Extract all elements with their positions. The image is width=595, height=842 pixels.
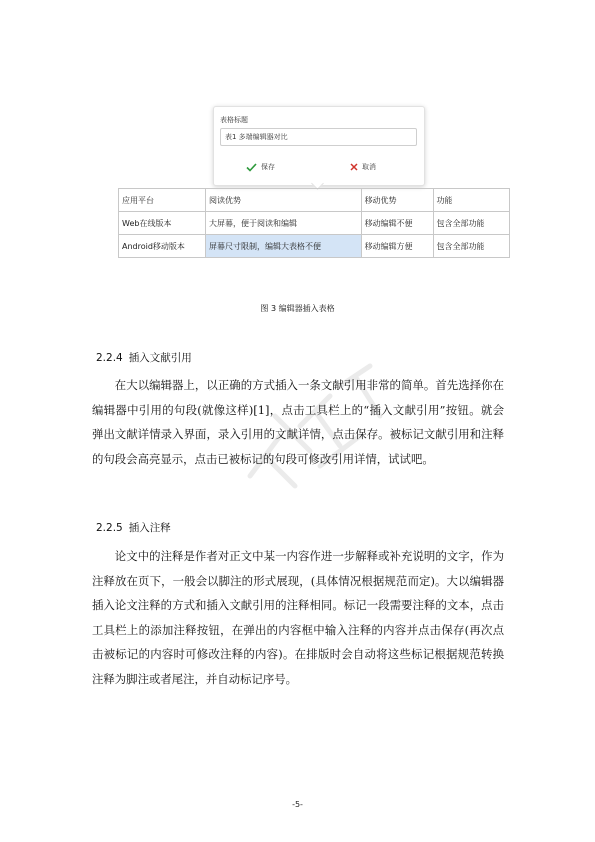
check-icon	[246, 163, 257, 172]
cancel-button[interactable]	[350, 162, 376, 172]
table-row	[119, 212, 510, 235]
section-title: 插入注释	[128, 522, 171, 534]
cancel-button-label: 取消	[362, 163, 376, 171]
save-button[interactable]	[246, 162, 275, 172]
section-number: 2.2.5	[96, 522, 123, 534]
section-title: 插入文献引用	[128, 352, 192, 364]
table-cell[interactable]: Android移动版本	[119, 235, 206, 258]
popup-actions	[214, 162, 424, 174]
table-cell[interactable]: Web在线版本	[119, 212, 206, 235]
paragraph-annotation: 论文中的注释是作者对正文中某一内容作进一步解释或补充说明的文字，作为注释放在页下，一般会以脚注的形式展现，(具体情况根据规范而定)。大以编辑器插入论文注释的方式和插入文献引用的注释相同。标记一段需要注释的文本，点击工具栏上的添加注释按钮，在弹出的内容框中输入注释的内容并点击保存(再次点击被标记的内容时可修改注释的内容)。在排版时会自动将这些标记根据规范转换注释为脚注或者尾注，并自动标记序号。	[92, 549, 504, 686]
section-number: 2.2.4	[96, 352, 123, 364]
table-header-cell[interactable]: 阅读优势	[205, 189, 361, 212]
table-header-cell[interactable]: 应用平台	[119, 189, 206, 212]
figure-caption: 图 3 编辑器插入表格	[260, 304, 335, 313]
comparison-table	[118, 188, 510, 258]
table-header-cell[interactable]: 功能	[433, 189, 509, 212]
table-cell-selected[interactable]: 屏幕尺寸限制，编辑大表格不便	[205, 235, 361, 258]
section-heading-2-2-4	[96, 350, 192, 365]
table-header-cell[interactable]: 移动优势	[361, 189, 433, 212]
table-title-label: 表格标题	[220, 116, 248, 124]
section-heading-2-2-5	[96, 520, 171, 535]
table-title-input[interactable]: 表1 多端编辑器对比	[220, 128, 417, 146]
table-header-row	[119, 189, 510, 212]
page-number: -5-	[292, 800, 303, 809]
table-title-popup	[213, 106, 425, 186]
save-button-label: 保存	[261, 163, 275, 171]
figure-table-editor	[118, 106, 510, 266]
table-cell[interactable]: 包含全部功能	[433, 235, 509, 258]
table-row	[119, 235, 510, 258]
table-cell[interactable]: 包含全部功能	[433, 212, 509, 235]
close-icon	[350, 163, 358, 171]
table-cell[interactable]: 移动编辑方便	[361, 235, 433, 258]
table-cell[interactable]: 移动编辑不便	[361, 212, 433, 235]
paragraph-citation: 在大以编辑器上，以正确的方式插入一条文献引用非常的简单。首先选择你在编辑器中引用的句段(就像这样)[1]，点击工具栏上的“插入文献引用”按钮。就会弹出文献详情录入界面，录入引用的文献详情，点击保存。被标记文献引用和注释的句段会高亮显示，点击已被标记的句段可修改引用详情，试试吧。	[92, 378, 504, 466]
table-cell[interactable]: 大屏幕，便于阅读和编辑	[205, 212, 361, 235]
